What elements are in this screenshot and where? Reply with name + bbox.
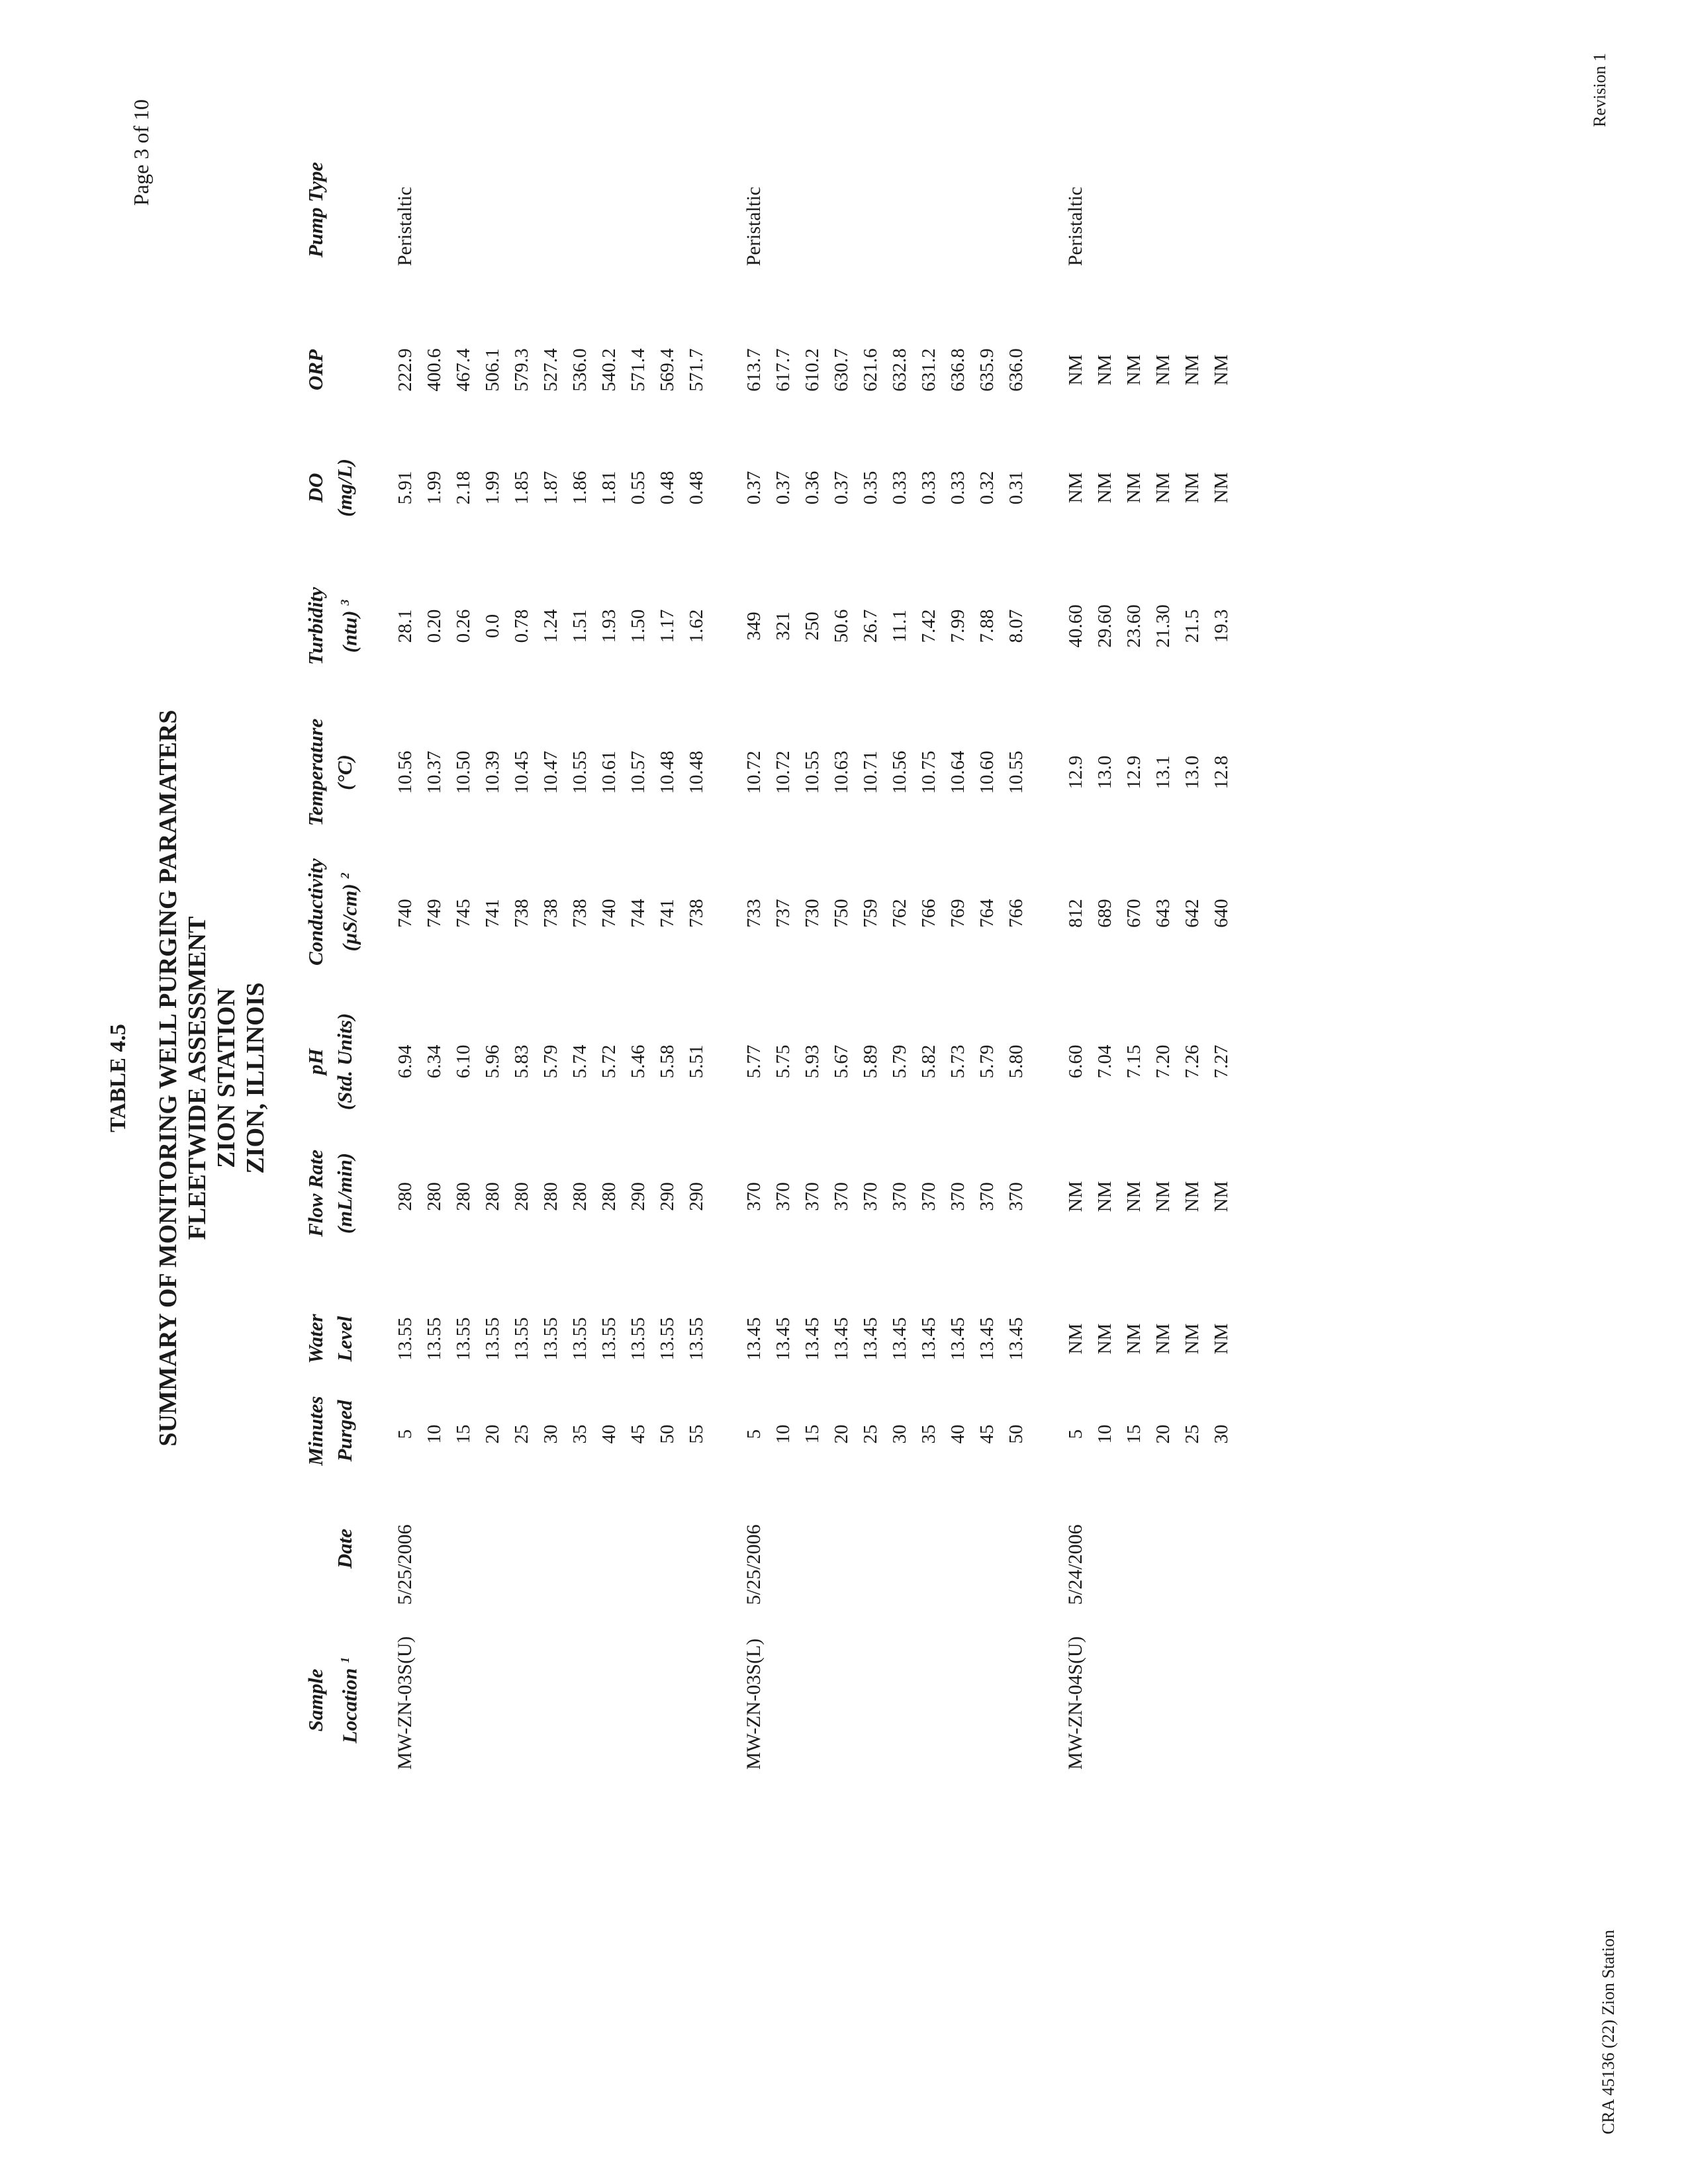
table-cell: 621.6 xyxy=(860,348,881,392)
table-cell: 55 xyxy=(686,1424,707,1444)
pump-type: Peristaltic xyxy=(394,187,416,266)
table-cell: NM xyxy=(1123,472,1145,504)
table-cell: NM xyxy=(1094,472,1115,504)
table-cell: 10.72 xyxy=(743,751,765,794)
table-cell: 349 xyxy=(743,612,765,641)
ph-column xyxy=(391,1022,711,1101)
col-header-orp: ORP xyxy=(304,349,327,390)
table-cell: 738 xyxy=(511,899,532,928)
table-cell: 10.37 xyxy=(424,751,445,794)
table-cell: 536.0 xyxy=(569,348,590,392)
col-header-water-level: Water Level xyxy=(304,1314,356,1364)
table-cell: 290 xyxy=(686,1182,707,1211)
table-cell: 762 xyxy=(889,899,910,928)
table-cell: NM xyxy=(1094,354,1115,386)
table-cell: 5 xyxy=(743,1429,765,1439)
table-cell: 11.1 xyxy=(889,610,910,643)
table-cell: 1.85 xyxy=(511,471,532,505)
table-cell: 1.99 xyxy=(424,471,445,505)
table-cell: 40 xyxy=(947,1424,968,1444)
table-cell: 569.4 xyxy=(657,348,678,392)
flow-rate-column xyxy=(1061,1157,1236,1236)
subtitle-assessment: FLEETWIDE ASSESSMENT xyxy=(183,916,211,1240)
table-cell: 1.62 xyxy=(686,609,707,643)
table-cell: 5.83 xyxy=(511,1044,532,1079)
table-cell: 21.30 xyxy=(1152,604,1174,648)
table-cell: 631.2 xyxy=(918,348,939,392)
table-cell: 35 xyxy=(569,1424,590,1444)
orp-column xyxy=(1061,330,1236,410)
table-cell: 10.61 xyxy=(598,751,620,794)
table-cell: 10 xyxy=(424,1424,445,1444)
sample-date: 5/24/2006 xyxy=(1064,1524,1086,1605)
table-cell: 8.07 xyxy=(1006,609,1027,643)
col-header-ph: pH (Std. Units) xyxy=(304,1013,356,1111)
table-cell: 13.55 xyxy=(686,1317,707,1361)
table-cell: 5.58 xyxy=(657,1044,678,1079)
table-cell: NM xyxy=(1123,1323,1145,1355)
flow-rate-column xyxy=(391,1157,711,1236)
table-cell: 13.45 xyxy=(860,1317,881,1361)
table-cell: 280 xyxy=(424,1182,445,1211)
table-cell: 370 xyxy=(918,1182,939,1211)
table-cell: 0.48 xyxy=(686,471,707,505)
table-cell: 737 xyxy=(773,899,794,928)
orp-column xyxy=(739,330,1031,410)
table-cell: 730 xyxy=(802,899,823,928)
pump-type: Peristaltic xyxy=(743,187,765,266)
table-cell: 579.3 xyxy=(511,348,532,392)
minutes-column xyxy=(391,1401,711,1467)
temperature-column xyxy=(739,733,1031,812)
table-cell: 12.9 xyxy=(1123,755,1145,790)
table-cell: 13.55 xyxy=(395,1317,416,1361)
table-cell: 370 xyxy=(743,1182,765,1211)
table-cell: 0.48 xyxy=(657,471,678,505)
table-cell: 40 xyxy=(598,1424,620,1444)
table-cell: 0.0 xyxy=(482,614,503,639)
table-cell: 13.55 xyxy=(424,1317,445,1361)
table-cell: NM xyxy=(1123,1181,1145,1212)
table-cell: 25 xyxy=(511,1424,532,1444)
table-cell: 13.55 xyxy=(482,1317,503,1361)
table-cell: 0.32 xyxy=(976,471,998,505)
table-cell: 12.8 xyxy=(1211,755,1232,790)
table-cell: 13.0 xyxy=(1182,755,1203,790)
table-cell: 45 xyxy=(976,1424,998,1444)
conductivity-column xyxy=(739,874,1031,953)
table-cell: 6.34 xyxy=(424,1044,445,1079)
table-cell: 643 xyxy=(1152,899,1174,928)
table-cell: 10.63 xyxy=(831,751,852,794)
table-cell: 30 xyxy=(540,1424,561,1444)
table-cell: 19.3 xyxy=(1211,609,1232,643)
table-cell: 280 xyxy=(482,1182,503,1211)
table-cell: 5.93 xyxy=(802,1044,823,1079)
table-cell: 0.35 xyxy=(860,471,881,505)
table-cell: 766 xyxy=(918,899,939,928)
table-cell: 280 xyxy=(540,1182,561,1211)
table-cell: 370 xyxy=(860,1182,881,1211)
table-cell: 13.55 xyxy=(511,1317,532,1361)
table-cell: 5.75 xyxy=(773,1044,794,1079)
table-cell: 13.45 xyxy=(802,1317,823,1361)
table-cell: 50 xyxy=(657,1424,678,1444)
table-cell: 13.45 xyxy=(743,1317,765,1361)
table-cell: 571.7 xyxy=(686,348,707,392)
table-cell: 6.10 xyxy=(453,1044,474,1079)
table-cell: 280 xyxy=(395,1182,416,1211)
turbidity-column xyxy=(1061,586,1236,666)
table-cell: 613.7 xyxy=(743,348,765,392)
conductivity-column xyxy=(391,874,711,953)
table-cell: 5.91 xyxy=(395,471,416,505)
table-cell: 290 xyxy=(628,1182,649,1211)
minutes-column xyxy=(739,1401,1031,1467)
table-cell: 741 xyxy=(657,899,678,928)
table-cell: 764 xyxy=(976,899,998,928)
table-cell: 5.67 xyxy=(831,1044,852,1079)
table-cell: 506.1 xyxy=(482,348,503,392)
table-cell: 7.42 xyxy=(918,609,939,643)
col-header-do: DO (mg/L) xyxy=(304,459,356,517)
do-column xyxy=(391,448,711,527)
table-cell: NM xyxy=(1094,1323,1115,1355)
table-cell: 5.46 xyxy=(628,1044,649,1079)
table-cell: 20 xyxy=(1152,1424,1174,1444)
table-cell: 13.55 xyxy=(657,1317,678,1361)
table-cell: 15 xyxy=(1123,1424,1145,1444)
table-cell: 527.4 xyxy=(540,348,561,392)
table-cell: 5.80 xyxy=(1006,1044,1027,1079)
water-level-column xyxy=(739,1299,1031,1379)
table-cell: 10.72 xyxy=(773,751,794,794)
table-cell: 5.82 xyxy=(918,1044,939,1079)
table-cell: 10.55 xyxy=(569,751,590,794)
table-cell: 28.1 xyxy=(395,609,416,643)
table-cell: 25 xyxy=(1182,1424,1203,1444)
table-cell: 1.17 xyxy=(657,609,678,643)
table-cell: 26.7 xyxy=(860,609,881,643)
sample-location: MW-ZN-04S(U) xyxy=(1064,1636,1086,1770)
col-header-minutes: Minutes Purged xyxy=(304,1396,356,1466)
table-cell: 745 xyxy=(453,899,474,928)
subtitle-station: ZION STATION xyxy=(212,987,240,1169)
temperature-column xyxy=(1061,733,1236,812)
table-cell: 23.60 xyxy=(1123,604,1145,648)
table-cell: 321 xyxy=(773,612,794,641)
table-cell: 1.50 xyxy=(628,609,649,643)
table-cell: NM xyxy=(1152,354,1174,386)
sample-location: MW-ZN-03S(L) xyxy=(743,1638,765,1770)
table-cell: NM xyxy=(1182,472,1203,504)
col-header-temperature: Temperature (°C) xyxy=(304,718,356,827)
table-cell: 13.0 xyxy=(1094,755,1115,790)
table-cell: 642 xyxy=(1182,899,1203,928)
table-cell: NM xyxy=(1065,1323,1086,1355)
table-cell: 5.89 xyxy=(860,1044,881,1079)
table-cell: NM xyxy=(1152,1323,1174,1355)
table-cell: 7.88 xyxy=(976,609,998,643)
table-cell: 741 xyxy=(482,899,503,928)
table-cell: 5.79 xyxy=(540,1044,561,1079)
table-cell: 1.81 xyxy=(598,471,620,505)
sample-date: 5/25/2006 xyxy=(743,1524,765,1605)
orp-column xyxy=(391,330,711,410)
table-cell: 5.74 xyxy=(569,1044,590,1079)
col-header-conductivity: Conductivity (µS/cm) $^2$ xyxy=(304,858,361,966)
table-cell: 10.55 xyxy=(802,751,823,794)
table-cell: 1.93 xyxy=(598,609,620,643)
table-cell: 766 xyxy=(1006,899,1027,928)
table-cell: 10.75 xyxy=(918,751,939,794)
table-cell: 10.39 xyxy=(482,751,503,794)
table-cell: 15 xyxy=(802,1424,823,1444)
table-cell: 0.20 xyxy=(424,609,445,643)
col-header-flow-rate: Flow Rate (mL/min) xyxy=(304,1150,356,1237)
table-cell: NM xyxy=(1152,1181,1174,1212)
table-cell: 7.20 xyxy=(1152,1044,1174,1079)
table-cell: 632.8 xyxy=(889,348,910,392)
table-cell: 749 xyxy=(424,899,445,928)
table-cell: 222.9 xyxy=(395,348,416,392)
water-level-column xyxy=(1061,1299,1236,1379)
table-cell: 370 xyxy=(976,1182,998,1211)
table-cell: 738 xyxy=(569,899,590,928)
flow-rate-column xyxy=(739,1157,1031,1236)
table-cell: 13.45 xyxy=(976,1317,998,1361)
table-cell: 689 xyxy=(1094,899,1115,928)
table-cell: 13.45 xyxy=(1006,1317,1027,1361)
table-cell: 10 xyxy=(773,1424,794,1444)
table-cell: 740 xyxy=(395,899,416,928)
table-cell: 250 xyxy=(802,612,823,641)
table-cell: 370 xyxy=(1006,1182,1027,1211)
table-cell: 0.26 xyxy=(453,609,474,643)
table-cell: 0.33 xyxy=(947,471,968,505)
table-cell: 370 xyxy=(889,1182,910,1211)
table-cell: 5.77 xyxy=(743,1044,765,1079)
table-cell: 13.45 xyxy=(918,1317,939,1361)
table-cell: 370 xyxy=(802,1182,823,1211)
table-cell: 635.9 xyxy=(976,348,998,392)
table-cell: NM xyxy=(1182,1181,1203,1212)
table-cell: 29.60 xyxy=(1094,604,1115,648)
table-cell: 400.6 xyxy=(424,348,445,392)
temperature-column xyxy=(391,733,711,812)
table-cell: 25 xyxy=(860,1424,881,1444)
table-cell: 35 xyxy=(918,1424,939,1444)
table-cell: 2.18 xyxy=(453,471,474,505)
table-cell: 10.55 xyxy=(1006,751,1027,794)
table-cell: 5 xyxy=(395,1429,416,1439)
table-cell: 13.45 xyxy=(947,1317,968,1361)
table-cell: 30 xyxy=(889,1424,910,1444)
col-header-turbidity: Turbidity (ntu) $^3$ xyxy=(304,587,361,665)
table-cell: 7.04 xyxy=(1094,1044,1115,1079)
table-cell: 280 xyxy=(598,1182,620,1211)
table-cell: 0.78 xyxy=(511,609,532,643)
table-cell: 617.7 xyxy=(773,348,794,392)
table-cell: 10.64 xyxy=(947,751,968,794)
table-cell: 1.87 xyxy=(540,471,561,505)
table-cell: 10 xyxy=(1094,1424,1115,1444)
table-cell: 630.7 xyxy=(831,348,852,392)
table-cell: 10.48 xyxy=(657,751,678,794)
table-cell: 45 xyxy=(628,1424,649,1444)
ph-column xyxy=(739,1022,1031,1101)
table-cell: 280 xyxy=(511,1182,532,1211)
table-cell: 738 xyxy=(686,899,707,928)
sample-date: 5/25/2006 xyxy=(394,1524,416,1605)
table-cell: 13.55 xyxy=(540,1317,561,1361)
table-cell: 540.2 xyxy=(598,348,620,392)
table-cell: 13.45 xyxy=(889,1317,910,1361)
table-cell: 0.33 xyxy=(918,471,939,505)
table-cell: 13.55 xyxy=(628,1317,649,1361)
table-cell: NM xyxy=(1094,1181,1115,1212)
table-cell: 744 xyxy=(628,899,649,928)
table-cell: 0.37 xyxy=(773,471,794,505)
sample-location: MW-ZN-03S(U) xyxy=(394,1636,416,1770)
table-cell: 5.73 xyxy=(947,1044,968,1079)
table-cell: 370 xyxy=(947,1182,968,1211)
table-cell: 5.51 xyxy=(686,1044,707,1079)
table-cell: NM xyxy=(1211,354,1232,386)
table-cell: 636.0 xyxy=(1006,348,1027,392)
table-cell: NM xyxy=(1065,1181,1086,1212)
table-cell: NM xyxy=(1182,1323,1203,1355)
table-cell: 733 xyxy=(743,899,765,928)
table-cell: 13.1 xyxy=(1152,755,1174,790)
document-footer: CRA 45136 (22) Zion Station xyxy=(1599,1929,1618,2134)
table-cell: 12.9 xyxy=(1065,755,1086,790)
table-cell: 610.2 xyxy=(802,348,823,392)
table-cell: 640 xyxy=(1211,899,1232,928)
table-cell: 13.45 xyxy=(831,1317,852,1361)
table-title: SUMMARY OF MONITORING WELL PURGING PARAMATERS xyxy=(154,709,182,1447)
table-cell: 812 xyxy=(1065,899,1086,928)
col-header-location: Sample Location $^1$ xyxy=(304,1657,361,1744)
table-cell: 10.45 xyxy=(511,751,532,794)
table-cell: 15 xyxy=(453,1424,474,1444)
table-cell: 30 xyxy=(1211,1424,1232,1444)
table-cell: 7.99 xyxy=(947,609,968,643)
table-cell: 10.50 xyxy=(453,751,474,794)
table-cell: 5 xyxy=(1065,1429,1086,1439)
table-cell: 738 xyxy=(540,899,561,928)
conductivity-column xyxy=(1061,874,1236,953)
table-cell: NM xyxy=(1152,472,1174,504)
table-cell: 5.79 xyxy=(976,1044,998,1079)
table-cell: 10.60 xyxy=(976,751,998,794)
col-header-date: Date xyxy=(333,1528,356,1569)
table-cell: 6.60 xyxy=(1065,1044,1086,1079)
table-cell: 20 xyxy=(482,1424,503,1444)
table-cell: 636.8 xyxy=(947,348,968,392)
table-cell: 7.27 xyxy=(1211,1044,1232,1079)
table-cell: NM xyxy=(1211,1323,1232,1355)
table-cell: 6.94 xyxy=(395,1044,416,1079)
table-cell: 1.86 xyxy=(569,471,590,505)
page-number: Page 3 of 10 xyxy=(129,99,153,206)
table-cell: 740 xyxy=(598,899,620,928)
table-cell: 10.56 xyxy=(889,751,910,794)
table-cell: NM xyxy=(1065,472,1086,504)
table-cell: NM xyxy=(1182,354,1203,386)
turbidity-column xyxy=(391,586,711,666)
table-cell: 40.60 xyxy=(1065,604,1086,648)
col-header-pump-type: Pump Type xyxy=(304,161,327,258)
table-cell: 571.4 xyxy=(628,348,649,392)
table-cell: 290 xyxy=(657,1182,678,1211)
table-cell: 10.48 xyxy=(686,751,707,794)
table-cell: 769 xyxy=(947,899,968,928)
table-cell: 759 xyxy=(860,899,881,928)
ph-column xyxy=(1061,1022,1236,1101)
table-cell: NM xyxy=(1211,472,1232,504)
table-cell: 5.79 xyxy=(889,1044,910,1079)
turbidity-column xyxy=(739,586,1031,666)
table-cell: 280 xyxy=(569,1182,590,1211)
table-cell: 0.55 xyxy=(628,471,649,505)
table-number: TABLE 4.5 xyxy=(106,1024,130,1132)
table-cell: 750 xyxy=(831,899,852,928)
table-cell: 0.33 xyxy=(889,471,910,505)
table-cell: NM xyxy=(1123,354,1145,386)
table-cell: 7.26 xyxy=(1182,1044,1203,1079)
revision-label: Revision 1 xyxy=(1590,53,1609,127)
table-cell: 21.5 xyxy=(1182,609,1203,643)
table-cell: 5.96 xyxy=(482,1044,503,1079)
table-cell: 1.51 xyxy=(569,609,590,643)
table-cell: 1.99 xyxy=(482,471,503,505)
pump-type: Peristaltic xyxy=(1064,187,1086,266)
table-cell: 0.36 xyxy=(802,471,823,505)
subtitle-city: ZION, ILLINOIS xyxy=(242,982,269,1174)
table-cell: 50.6 xyxy=(831,609,852,643)
table-cell: 370 xyxy=(831,1182,852,1211)
table-cell: 13.55 xyxy=(453,1317,474,1361)
table-cell: 5.72 xyxy=(598,1044,620,1079)
table-cell: 7.15 xyxy=(1123,1044,1145,1079)
table-cell: 467.4 xyxy=(453,348,474,392)
table-cell: 370 xyxy=(773,1182,794,1211)
minutes-column xyxy=(1061,1401,1236,1467)
table-cell: 13.55 xyxy=(569,1317,590,1361)
table-cell: 20 xyxy=(831,1424,852,1444)
table-cell: 13.55 xyxy=(598,1317,620,1361)
table-cell: 0.37 xyxy=(831,471,852,505)
table-cell: 10.71 xyxy=(860,751,881,794)
table-cell: 0.37 xyxy=(743,471,765,505)
table-cell: NM xyxy=(1065,354,1086,386)
table-cell: 50 xyxy=(1006,1424,1027,1444)
table-cell: 1.24 xyxy=(540,609,561,643)
table-cell: 10.56 xyxy=(395,751,416,794)
water-level-column xyxy=(391,1299,711,1379)
do-column xyxy=(1061,448,1236,527)
do-column xyxy=(739,448,1031,527)
table-cell: 280 xyxy=(453,1182,474,1211)
table-cell: 13.45 xyxy=(773,1317,794,1361)
table-cell: 10.57 xyxy=(628,751,649,794)
table-cell: 0.31 xyxy=(1006,471,1027,505)
table-cell: 10.47 xyxy=(540,751,561,794)
table-cell: NM xyxy=(1211,1181,1232,1212)
table-cell: 670 xyxy=(1123,899,1145,928)
